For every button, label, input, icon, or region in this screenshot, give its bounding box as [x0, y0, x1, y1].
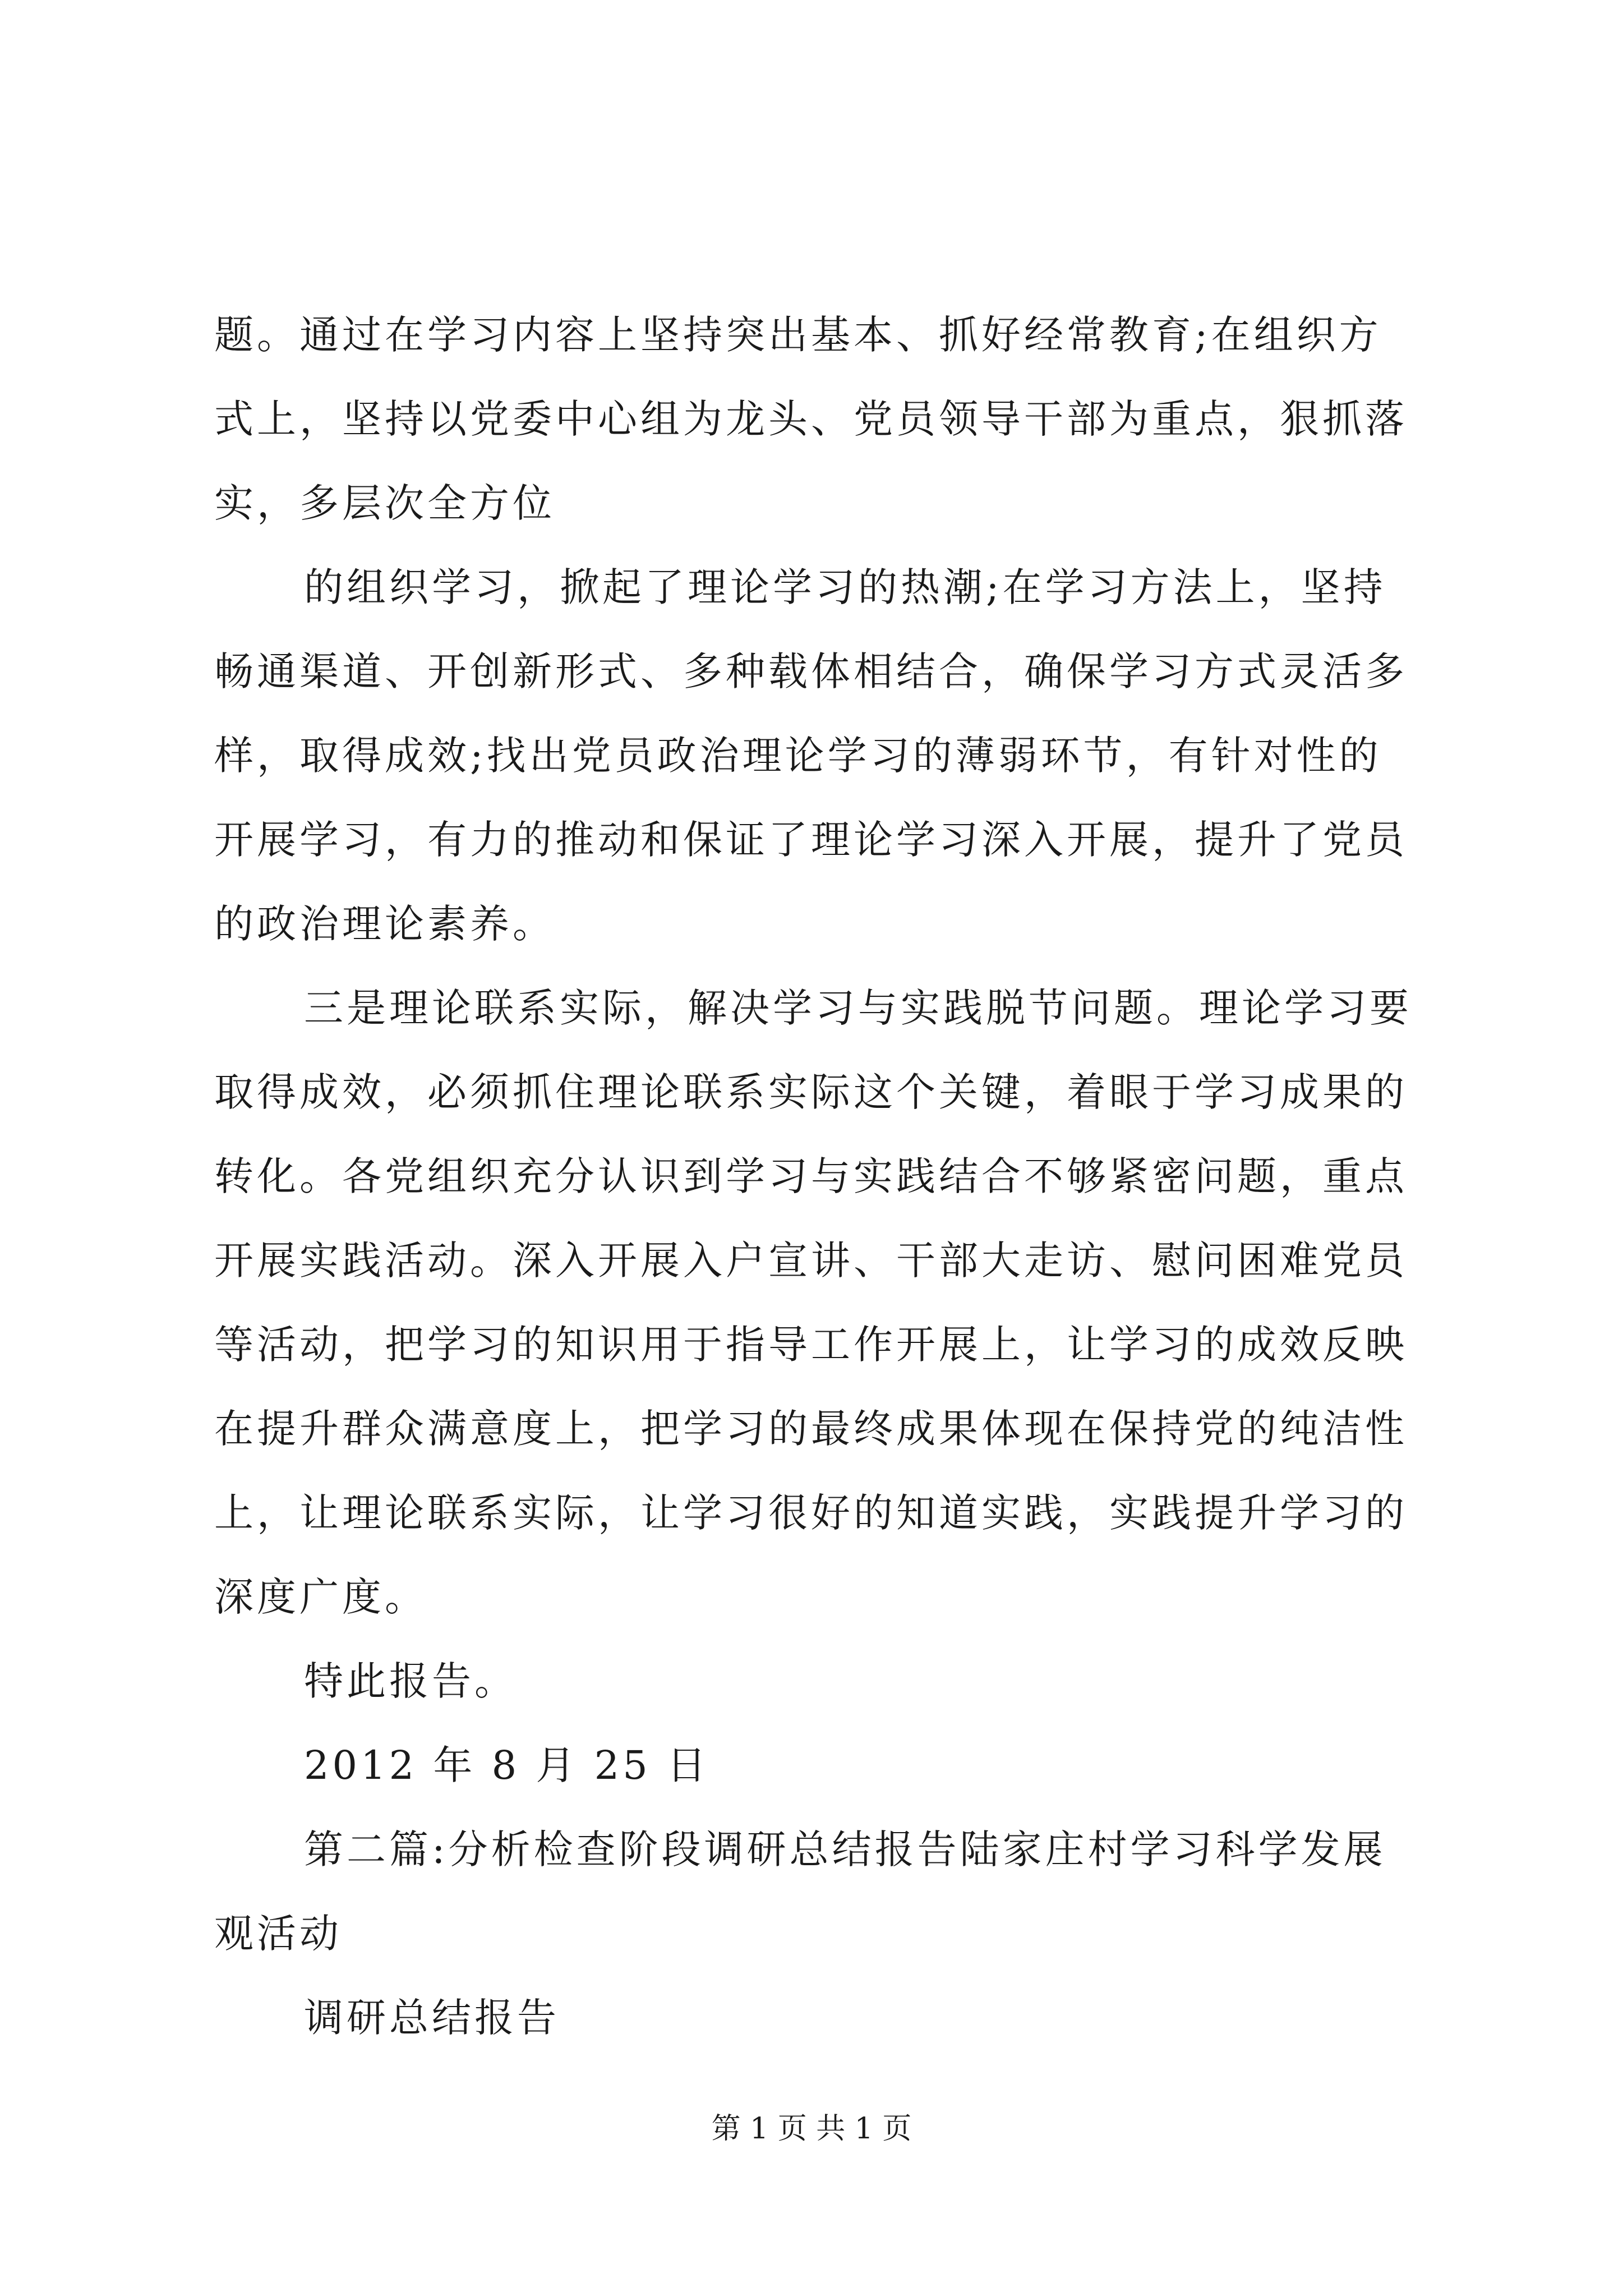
- text-line: 的政治理论素养。: [214, 901, 555, 947]
- text-line: 开展实践活动。深入开展入户宣讲、干部大走访、慰问困难党员: [214, 1237, 1408, 1283]
- text-line: 等活动，把学习的知识用于指导工作开展上，让学习的成效反映: [214, 1322, 1408, 1368]
- section-heading-continued: 观活动: [214, 1911, 342, 1957]
- text-line: 深度广度。: [214, 1574, 427, 1620]
- text-line: 在提升群众满意度上，把学习的最终成果体现在保持党的纯洁性: [214, 1406, 1408, 1452]
- page-number-footer: 第 1 页 共 1 页: [711, 2112, 912, 2146]
- subheading: 调研总结报告: [304, 1995, 560, 2041]
- text-line: 转化。各党组织充分认识到学习与实践结合不够紧密问题，重点: [214, 1153, 1408, 1199]
- text-line: 题。通过在学习内容上坚持突出基本、抓好经常教育;在组织方: [214, 312, 1382, 358]
- section-heading: 第二篇:分析检查阶段调研总结报告陆家庄村学习科学发展: [304, 1826, 1386, 1872]
- text-line: 开展学习，有力的推动和保证了理论学习深入开展，提升了党员: [214, 817, 1408, 863]
- text-line: 畅通渠道、开创新形式、多种载体相结合，确保学习方式灵活多: [214, 648, 1408, 694]
- text-line: 取得成效，必须抓住理论联系实际这个关键，着眼于学习成果的: [214, 1069, 1408, 1115]
- text-line: 的组织学习，掀起了理论学习的热潮;在学习方法上，坚持: [304, 564, 1386, 610]
- text-line: 式上，坚持以党委中心组为龙头、党员领导干部为重点，狠抓落: [214, 396, 1408, 442]
- text-line: 三是理论联系实际，解决学习与实践脱节问题。理论学习要: [304, 985, 1412, 1031]
- date-line: 2012 年 8 月 25 日: [304, 1742, 710, 1788]
- text-line: 实，多层次全方位: [214, 480, 555, 526]
- closing-line: 特此报告。: [304, 1658, 517, 1704]
- text-line: 上，让理论联系实际，让学习很好的知道实践，实践提升学习的: [214, 1490, 1408, 1536]
- document-body: [214, 293, 1431, 2060]
- text-line: 样，取得成效;找出党员政治理论学习的薄弱环节，有针对性的: [214, 733, 1382, 779]
